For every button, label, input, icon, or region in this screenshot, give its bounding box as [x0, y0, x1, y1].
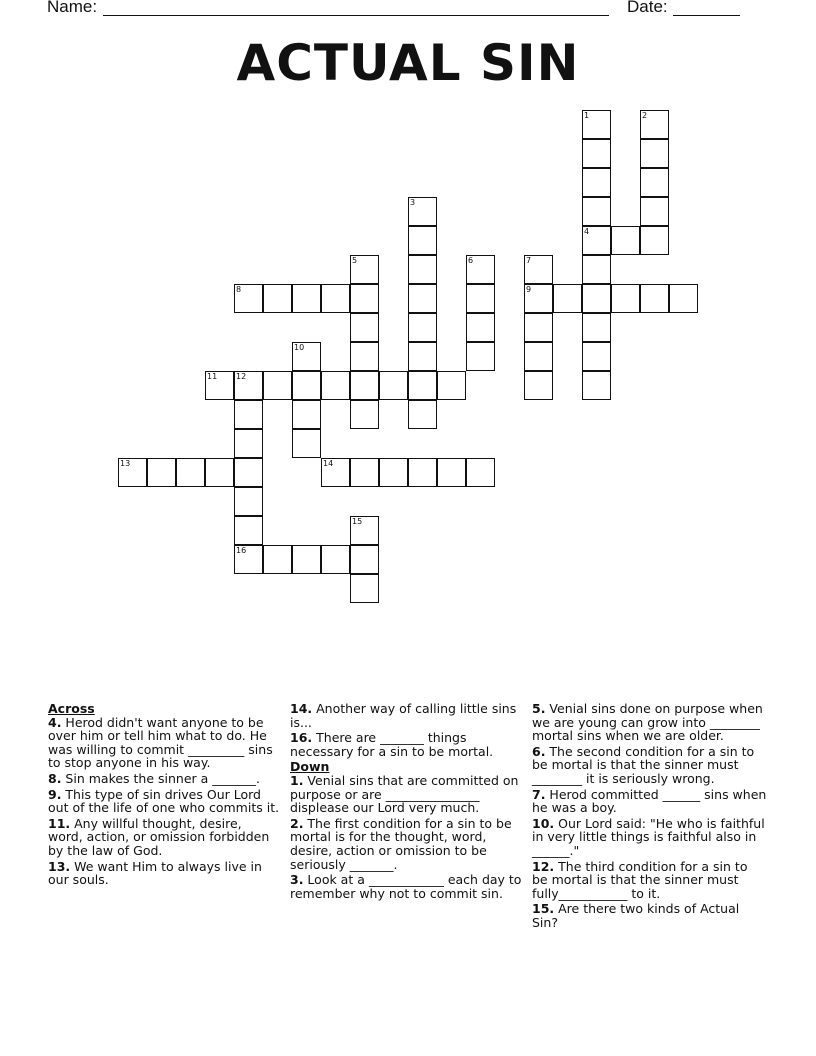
clue-num: 3.	[290, 872, 304, 888]
grid-cell[interactable]	[524, 313, 553, 342]
clue-number-8: 8	[236, 285, 242, 294]
clue-item	[48, 788, 280, 815]
clue-text: Look at a ____________ each day to remember why not to commit sin.	[290, 872, 522, 901]
clue-item	[532, 902, 767, 929]
clue-item	[290, 702, 522, 729]
down-heading: Down	[290, 759, 330, 775]
grid-cell[interactable]	[350, 313, 379, 342]
grid-cell[interactable]	[292, 371, 321, 400]
clue-text: Herod committed ______ sins when he was a boy.	[532, 786, 767, 816]
grid-cell[interactable]	[611, 284, 640, 313]
grid-cell[interactable]	[350, 545, 379, 574]
grid-cell[interactable]	[408, 255, 437, 284]
grid-cell[interactable]	[263, 371, 292, 400]
clue-item	[532, 860, 767, 901]
grid-cell[interactable]	[437, 458, 466, 487]
clue-text: Another way of calling little sins is...	[290, 701, 517, 730]
clue-number-4: 4	[584, 227, 590, 236]
grid-cell[interactable]	[263, 284, 292, 313]
clue-num: 4.	[48, 714, 62, 730]
clue-number-1: 1	[584, 111, 590, 120]
clue-text: Our Lord said: "He who is faithful in very little things is faithful also in ______."	[532, 815, 765, 858]
grid-cell[interactable]	[466, 342, 495, 371]
clue-number-7: 7	[526, 256, 532, 265]
clues-column-3	[532, 702, 767, 932]
grid-cell[interactable]	[176, 458, 205, 487]
grid-cell[interactable]	[147, 458, 176, 487]
grid-cell[interactable]	[321, 284, 350, 313]
clue-text: We want Him to always live in our souls.	[48, 858, 262, 888]
grid-cell[interactable]	[292, 545, 321, 574]
clue-number-3: 3	[410, 198, 416, 207]
grid-cell[interactable]	[582, 255, 611, 284]
clue-number-6: 6	[468, 256, 474, 265]
clue-item	[48, 817, 280, 858]
grid-cell[interactable]	[234, 516, 263, 545]
grid-cell[interactable]	[292, 429, 321, 458]
grid-cell[interactable]	[582, 342, 611, 371]
grid-cell[interactable]	[582, 197, 611, 226]
grid-cell[interactable]	[408, 226, 437, 255]
grid-cell[interactable]	[234, 400, 263, 429]
grid-cell[interactable]	[379, 458, 408, 487]
grid-cell[interactable]	[321, 545, 350, 574]
clue-num: 11.	[48, 815, 71, 831]
grid-cell[interactable]	[350, 400, 379, 429]
clue-item	[532, 745, 767, 786]
clue-text: There are _______ things necessary for a sin to be mortal.	[290, 730, 494, 759]
clue-num: 6.	[532, 743, 546, 759]
grid-cell[interactable]	[321, 371, 350, 400]
grid-cell[interactable]	[582, 284, 611, 313]
grid-cell[interactable]	[408, 371, 437, 400]
clue-item	[290, 731, 522, 758]
grid-cell[interactable]	[611, 226, 640, 255]
grid-cell[interactable]	[640, 139, 669, 168]
clue-num: 7.	[532, 786, 546, 802]
clue-number-5: 5	[352, 256, 358, 265]
grid-cell[interactable]	[640, 226, 669, 255]
grid-cell[interactable]	[640, 284, 669, 313]
grid-cell[interactable]	[582, 371, 611, 400]
clue-item	[48, 772, 280, 786]
clue-item	[532, 817, 767, 858]
grid-cell[interactable]	[263, 545, 292, 574]
grid-cell[interactable]	[466, 313, 495, 342]
grid-cell[interactable]	[205, 458, 234, 487]
clue-num: 10.	[532, 815, 555, 831]
clues-column-1	[48, 702, 280, 889]
clue-item	[48, 716, 280, 770]
clue-item	[290, 873, 522, 900]
grid-cell[interactable]	[582, 139, 611, 168]
grid-cell[interactable]	[408, 313, 437, 342]
clue-text: Sin makes the sinner a _______.	[61, 770, 261, 786]
clue-num: 13.	[48, 858, 71, 874]
clue-text: Herod didn't want anyone to be over him or tell him what to do. He was willing to commit _________ sins to stop anyone in his way.	[48, 714, 273, 771]
clue-text: This type of sin drives Our Lord out of the life of one who commits it.	[48, 786, 280, 816]
grid-cell[interactable]	[669, 284, 698, 313]
clues-column-2	[290, 702, 522, 902]
clue-item	[532, 702, 767, 743]
grid-cell[interactable]	[292, 400, 321, 429]
grid-cell[interactable]	[553, 284, 582, 313]
clue-number-16: 16	[236, 546, 247, 555]
clue-num: 5.	[532, 701, 546, 716]
grid-cell[interactable]	[234, 458, 263, 487]
clue-num: 12.	[532, 858, 555, 874]
grid-cell[interactable]	[234, 487, 263, 516]
clue-item	[532, 788, 767, 815]
name-label: Name:	[47, 0, 98, 16]
clue-num: 16.	[290, 730, 313, 746]
grid-cell[interactable]	[408, 342, 437, 371]
grid-cell[interactable]	[466, 458, 495, 487]
clue-num: 14.	[290, 701, 313, 716]
clue-text: The second condition for a sin to be mortal is that the sinner must ________ it is seriously wrong.	[532, 743, 755, 786]
grid-cell[interactable]	[350, 574, 379, 603]
clue-number-9: 9	[526, 285, 532, 294]
grid-cell[interactable]	[524, 371, 553, 400]
clue-num: 8.	[48, 770, 62, 786]
clue-number-12: 12	[236, 372, 247, 381]
clue-text: Venial sins done on purpose when we are young can grow into ________ mortal sins when we are older.	[532, 701, 763, 744]
clue-text: Any willful thought, desire, word, action, or omission forbidden by the law of God.	[48, 815, 270, 858]
grid-cell[interactable]	[350, 458, 379, 487]
clue-text: The first condition for a sin to be mortal is for the thought, word, desire, action or omission to be seriously _______.	[290, 815, 512, 872]
grid-cell[interactable]	[408, 284, 437, 313]
grid-cell[interactable]	[640, 168, 669, 197]
clue-num: 9.	[48, 786, 62, 802]
clue-number-15: 15	[352, 517, 363, 526]
grid-cell[interactable]	[408, 400, 437, 429]
grid-cell[interactable]	[350, 284, 379, 313]
clue-number-11: 11	[207, 372, 218, 381]
clue-number-14: 14	[323, 459, 334, 468]
clue-number-2: 2	[642, 111, 648, 120]
clue-num: 1.	[290, 772, 304, 788]
grid-cell[interactable]	[437, 371, 466, 400]
grid-cell[interactable]	[292, 284, 321, 313]
clue-item	[290, 774, 522, 815]
grid-cell[interactable]	[408, 458, 437, 487]
grid-cell[interactable]	[640, 197, 669, 226]
grid-cell[interactable]	[379, 371, 408, 400]
puzzle-title: ACTUAL SIN	[236, 34, 580, 92]
clue-text: Venial sins that are committed on purpose or are _______________ displease our Lord very much.	[290, 772, 519, 816]
clue-text: Are there two kinds of Actual Sin?	[532, 901, 740, 930]
grid-cell[interactable]	[466, 284, 495, 313]
clue-item	[290, 817, 522, 871]
clue-num: 15.	[532, 901, 555, 917]
grid-cell[interactable]	[582, 168, 611, 197]
grid-cell[interactable]	[350, 371, 379, 400]
grid-cell[interactable]	[524, 342, 553, 371]
grid-cell[interactable]	[582, 313, 611, 342]
across-heading: Across	[48, 701, 95, 716]
clue-number-13: 13	[120, 459, 131, 468]
clue-num: 2.	[290, 815, 304, 831]
grid-cell[interactable]	[350, 342, 379, 371]
grid-cell[interactable]	[234, 429, 263, 458]
clue-item	[48, 860, 280, 887]
clue-text: The third condition for a sin to be mortal is that the sinner must fully___________ to it.	[532, 858, 748, 901]
date-label: Date:	[627, 0, 668, 16]
clue-number-10: 10	[294, 343, 305, 352]
